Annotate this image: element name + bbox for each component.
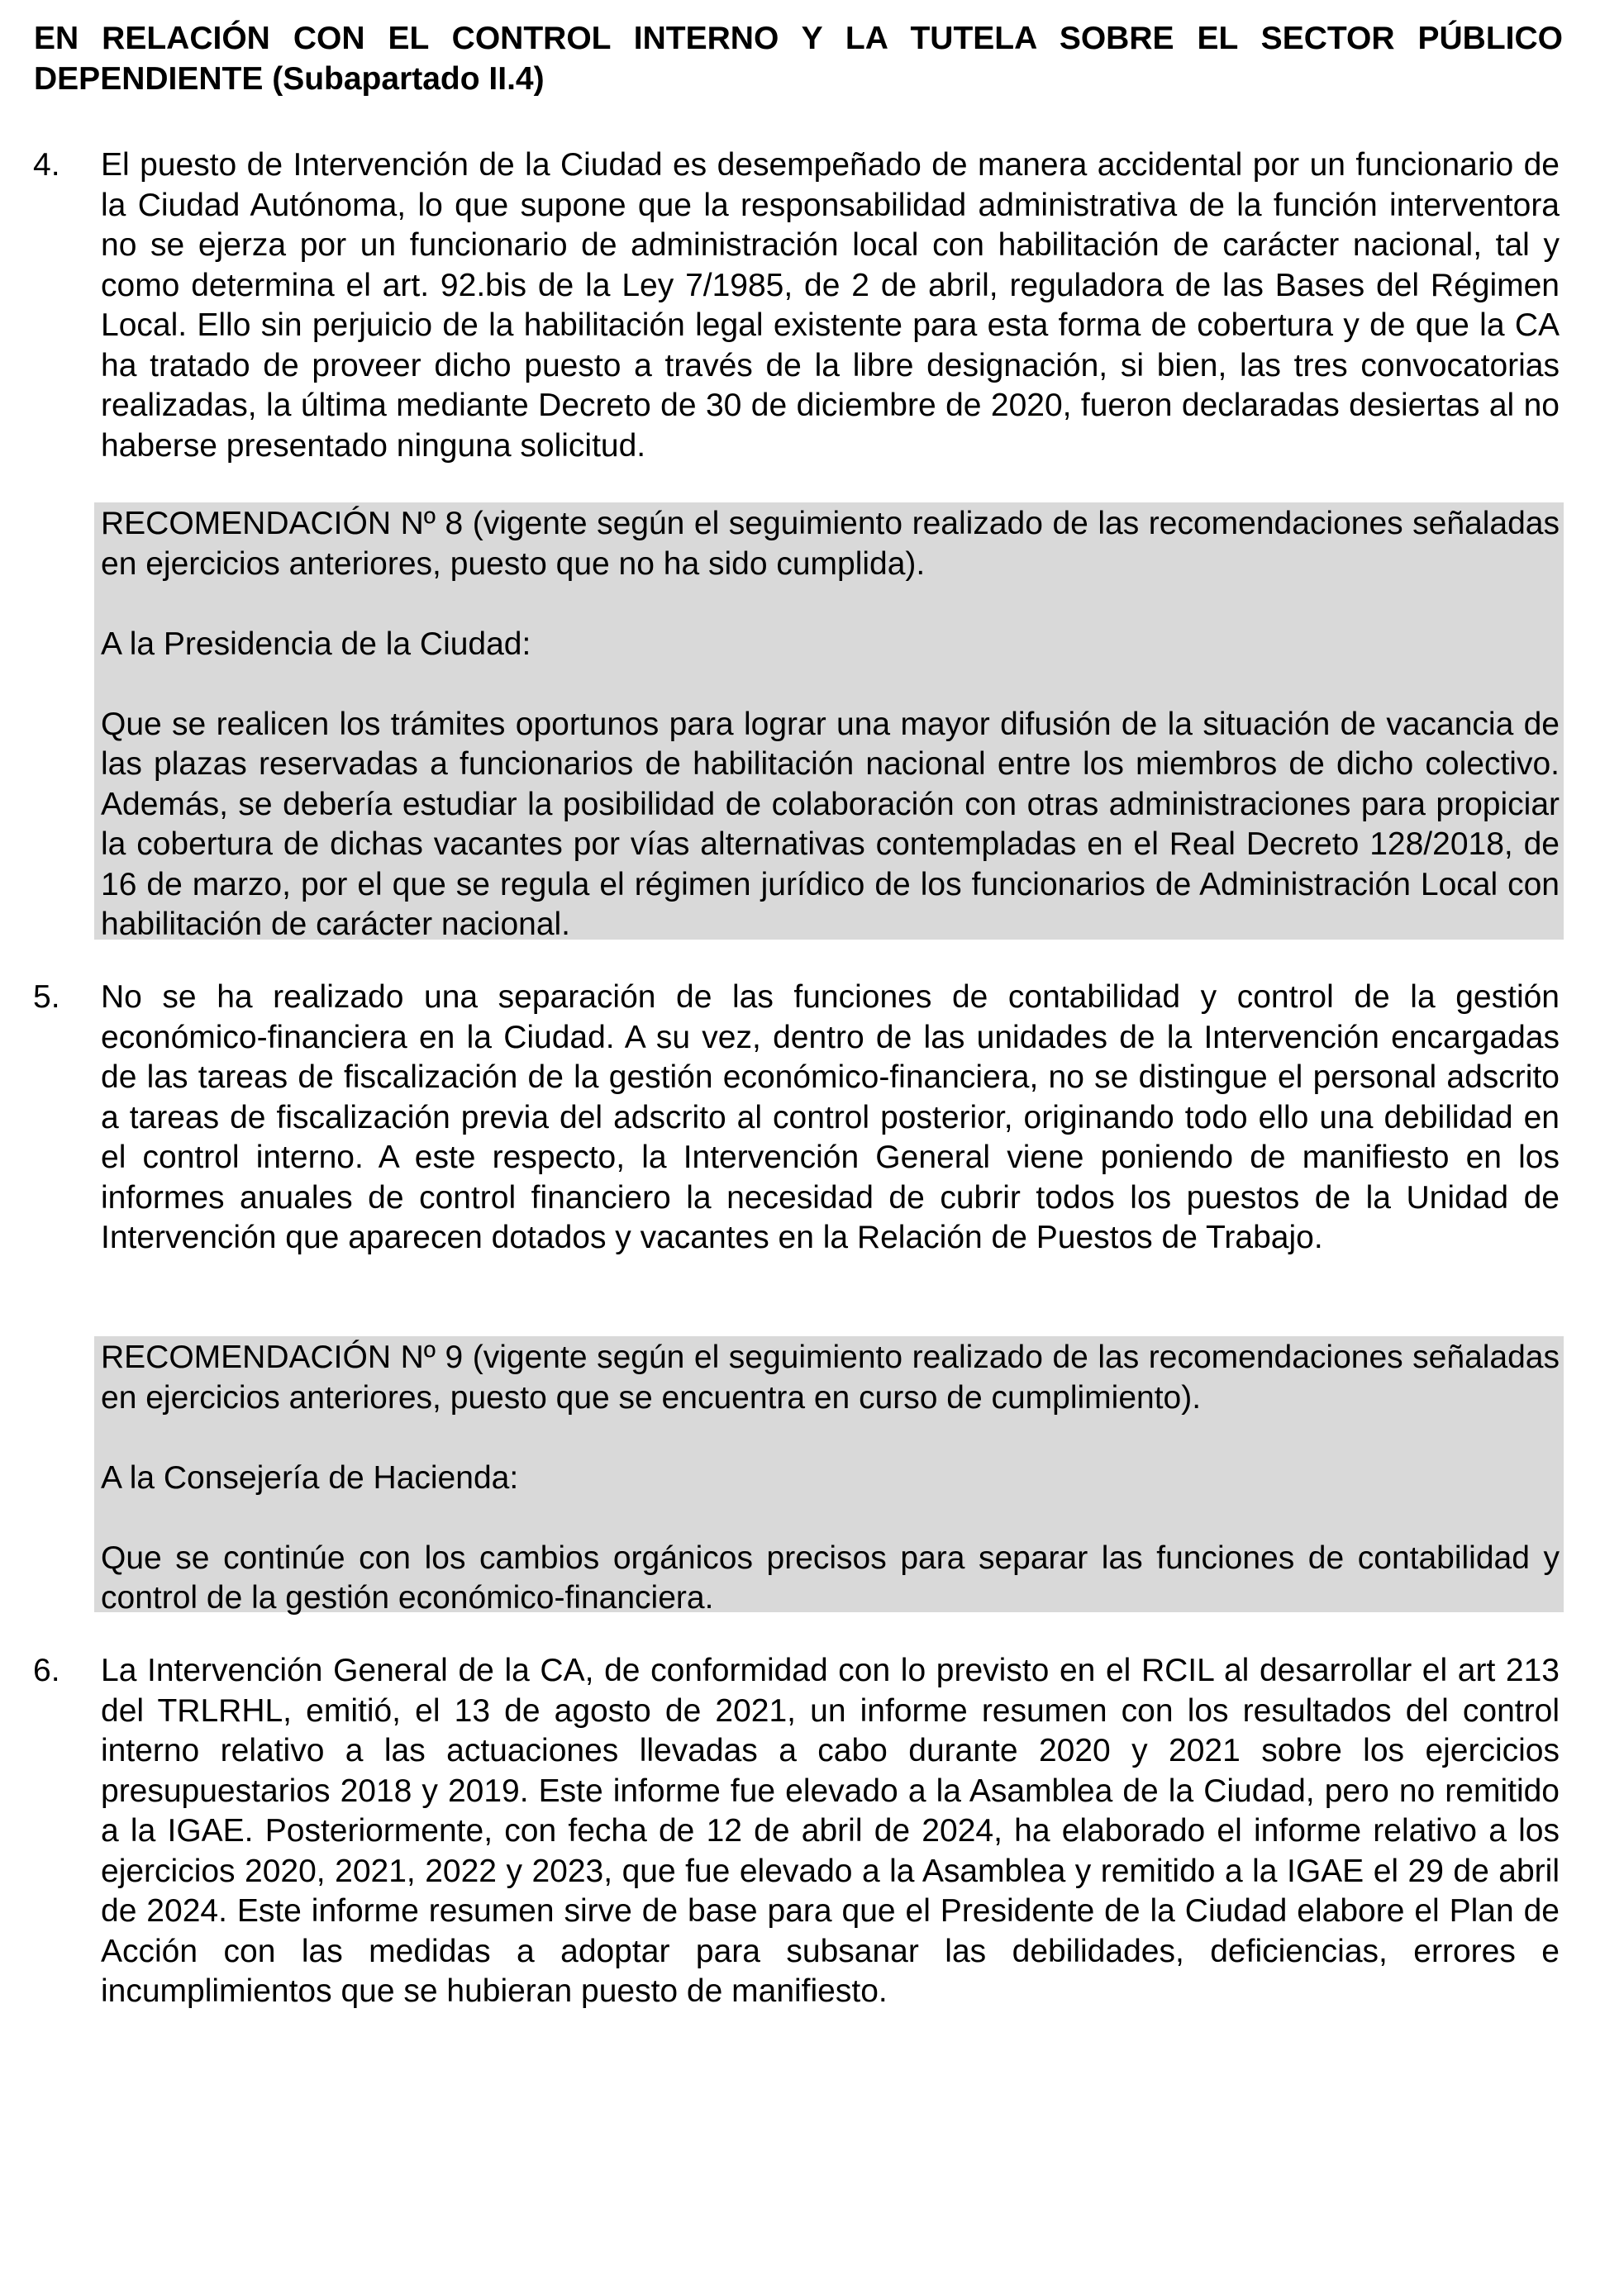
item-number: 6. [33,1653,60,1688]
item-number: 4. [33,147,60,183]
item-number: 5. [33,979,60,1015]
recommendation-heading: RECOMENDACIÓN Nº 9 (vigente según el seguimiento realizado de las recomendaciones señaladas en ejercicios anteriores, puesto que se encuentra en curso de cumplimiento). [101,1340,1560,1416]
recommendation-body: Que se continúe con los cambios orgánicos precisos para separar las funciones de contabilidad y control de la gestión económico-financiera. [101,1540,1560,1616]
recommendation-box-8 [94,502,1564,940]
section-heading: EN RELACIÓN CON EL CONTROL INTERNO Y LA TUTELA SOBRE EL SECTOR PÚBLICO DEPENDIENTE (Subapartado II.4) [34,21,1563,97]
recommendation-addressee: A la Consejería de Hacienda: [101,1459,519,1496]
item-text: El puesto de Intervención de la Ciudad es desempeñado de manera accidental por un funcionario de la Ciudad Autónoma, lo que supone que la responsabilidad administrativa de la función interventora no se ejerza por un funcionario de administración local con habilitación de carácter nacional, tal y como determina el art. 92.bis de la Ley 7/1985, de 2 de abril, reguladora de las Bases del Régimen Local. Ello sin perjuicio de la habilitación legal existente para esta forma de cobertura y de que la CA ha tratado de proveer dicho puesto a través de la libre designación, si bien, las tres convocatorias realizadas, la última mediante Decreto de 30 de diciembre de 2020, fueron declaradas desiertas al no haberse presentado ninguna solicitud. [101,147,1560,464]
recommendation-addressee: A la Presidencia de la Ciudad: [101,626,531,662]
item-text: La Intervención General de la CA, de conformidad con lo previsto en el RCIL al desarrollar el art 213 del TRLRHL, emitió, el 13 de agosto de 2021, un informe resumen con los resultados del control interno relativo a las actuaciones llevadas a cabo durante 2020 y 2021 sobre los ejercicios presupuestarios 2018 y 2019. Este informe fue elevado a la Asamblea de la Ciudad, pero no remitido a la IGAE. Posteriormente, con fecha de 12 de abril de 2024, ha elaborado el informe relativo a los ejercicios 2020, 2021, 2022 y 2023, que fue elevado a la Asamblea y remitido a la IGAE el 29 de abril de 2024. Este informe resumen sirve de base para que el Presidente de la Ciudad elabore el Plan de Acción con las medidas a adoptar para subsanar las debilidades, deficiencias, errores e incumplimientos que se hubieran puesto de manifiesto. [101,1653,1560,2009]
recommendation-heading: RECOMENDACIÓN Nº 8 (vigente según el seguimiento realizado de las recomendaciones señaladas en ejercicios anteriores, puesto que no ha sido cumplida). [101,506,1560,582]
item-text: No se ha realizado una separación de las funciones de contabilidad y control de la gestión económico-financiera en la Ciudad. A su vez, dentro de las unidades de la Intervención encargadas de las tareas de fiscalización de la gestión económico-financiera, no se distingue el personal adscrito a tareas de fiscalización previa del adscrito al control posterior, originando todo ello una debilidad en el control interno. A este respecto, la Intervención General viene poniendo de manifiesto en los informes anuales de control financiero la necesidad de cubrir todos los puestos de la Unidad de Intervención que aparecen dotados y vacantes en la Relación de Puestos de Trabajo. [101,979,1560,1255]
recommendation-box-9 [94,1336,1564,1616]
recommendation-body: Que se realicen los trámites oportunos para lograr una mayor difusión de la situación de vacancia de las plazas reservadas a funcionarios de habilitación nacional entre los miembros de dicho colectivo. Además, se debería estudiar la posibilidad de colaboración con otras administraciones para propiciar la cobertura de dichas vacantes por vías alternativas contempladas en el Real Decreto 128/2018, de 16 de marzo, por el que se regula el régimen jurídico de los funcionarios de Administración Local con habilitación de carácter nacional. [101,706,1560,942]
